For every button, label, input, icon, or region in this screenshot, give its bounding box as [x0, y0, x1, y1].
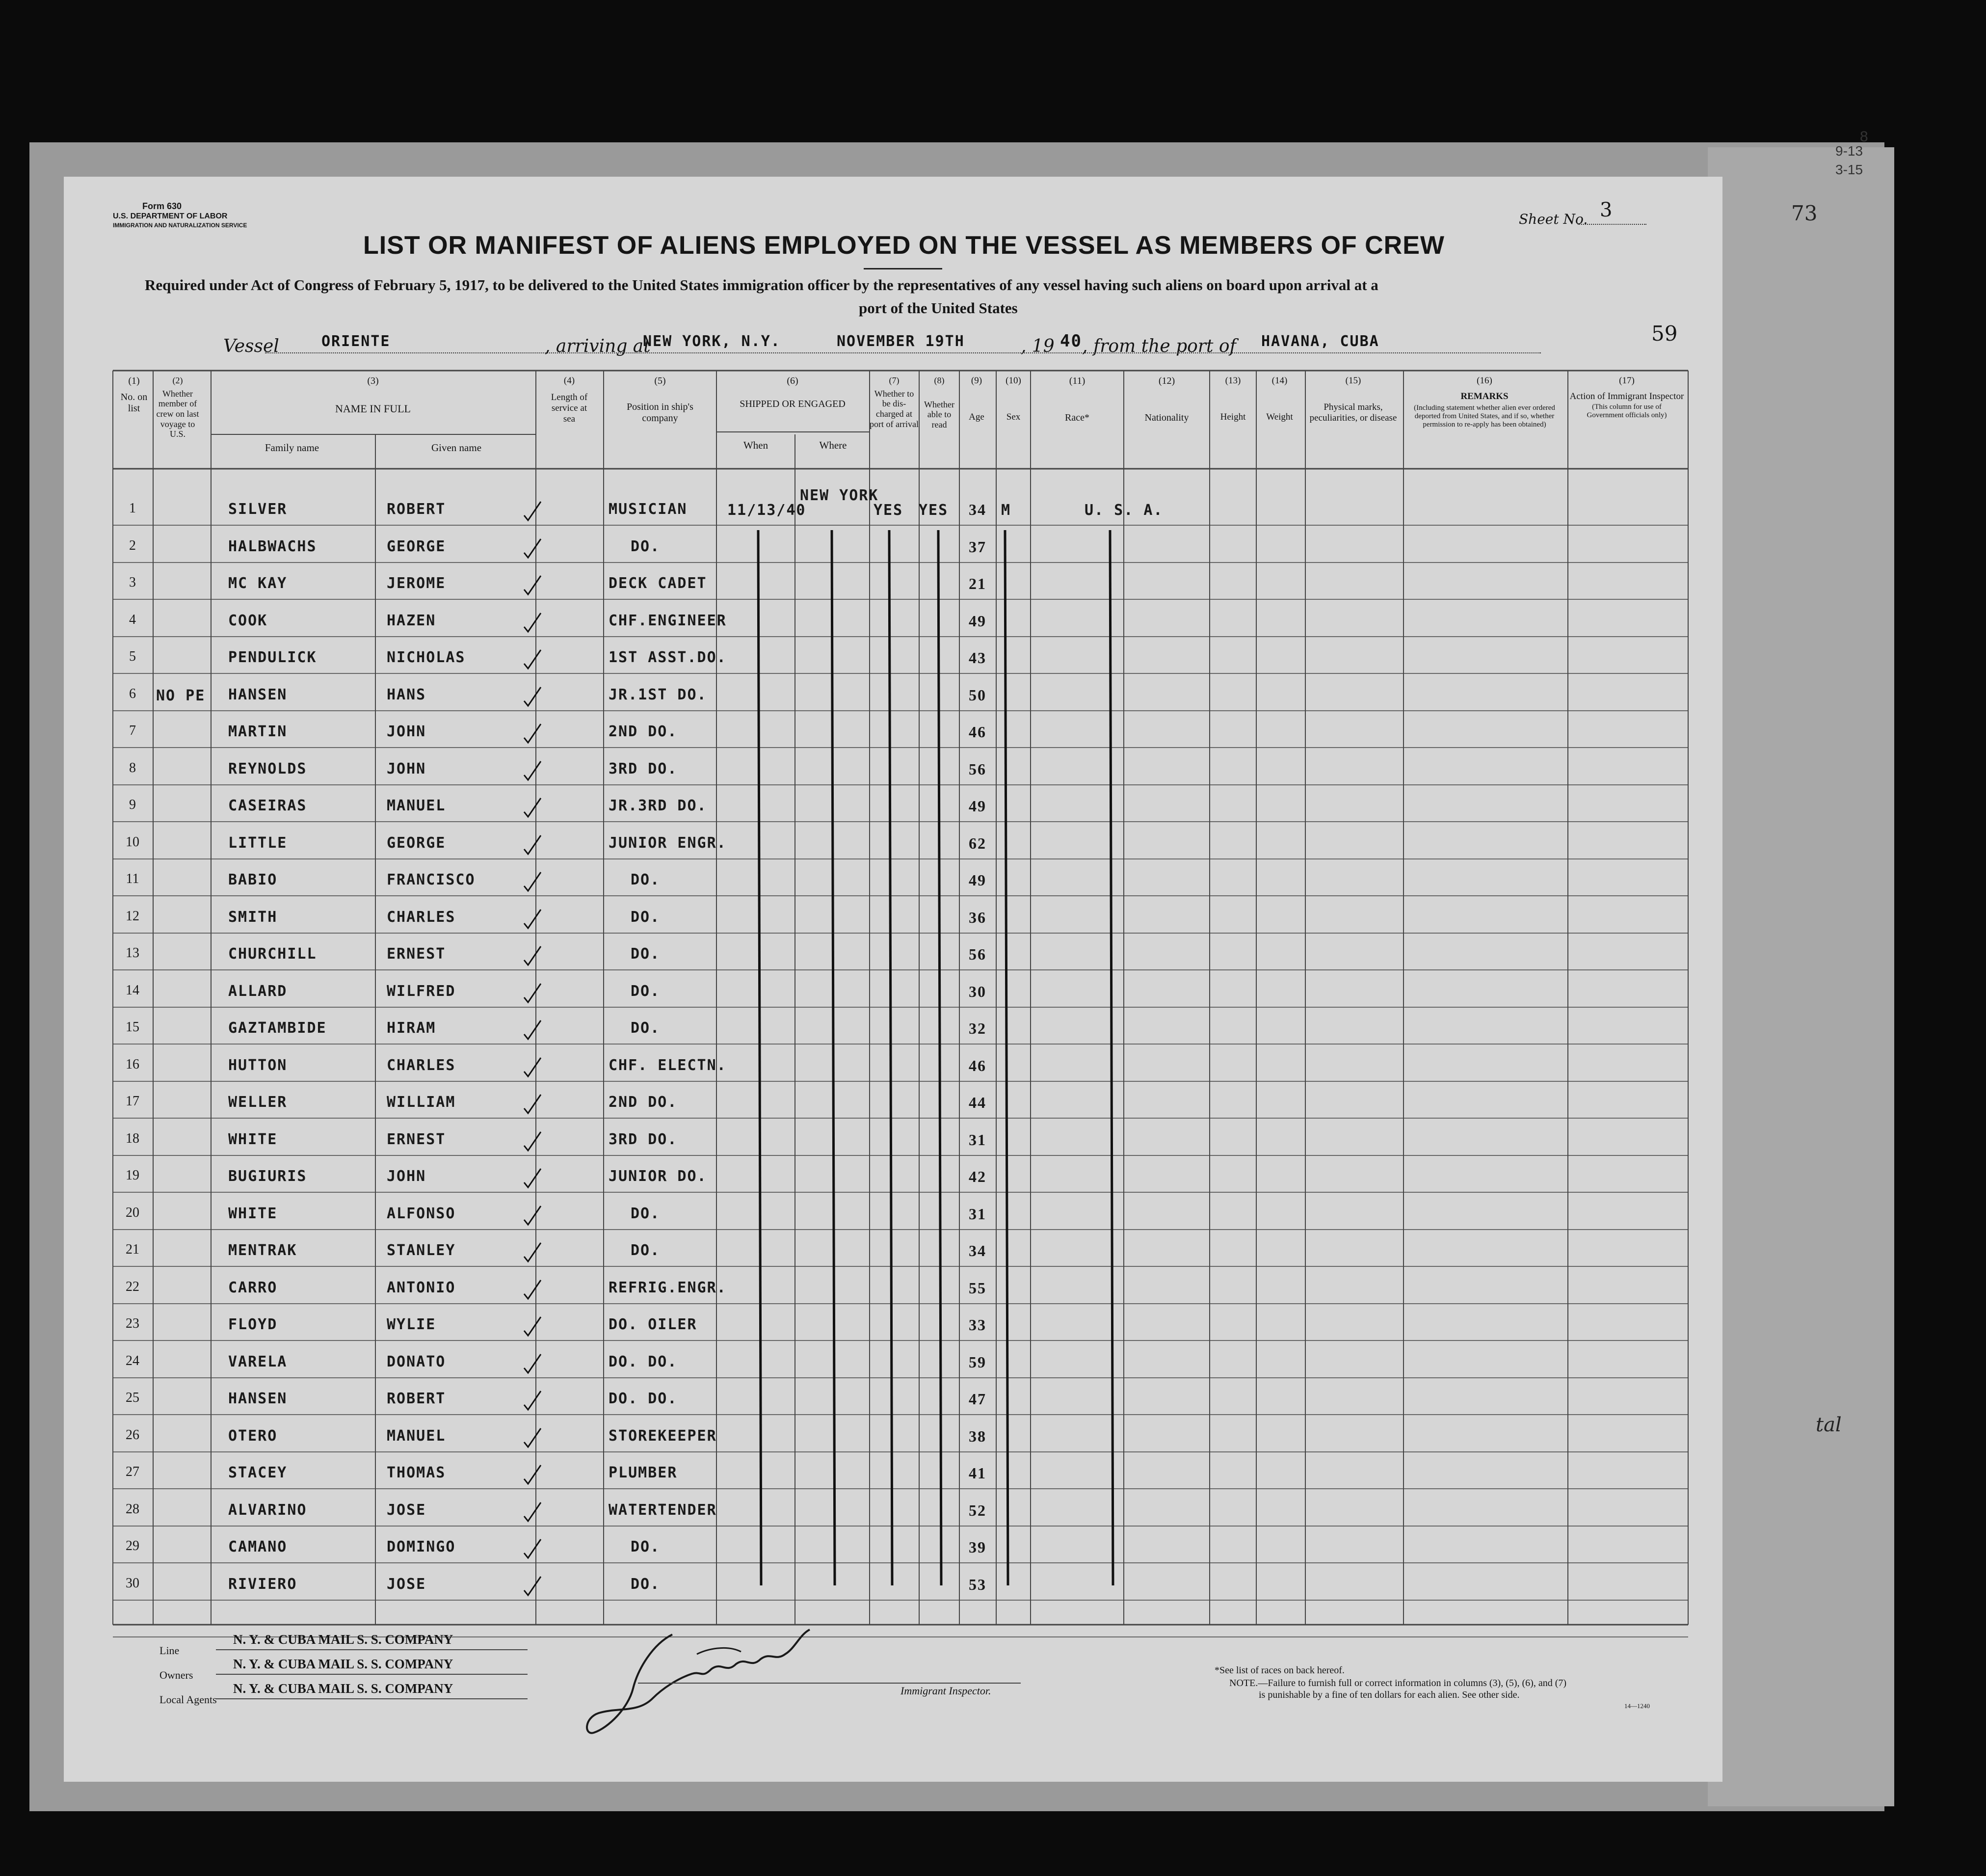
ditto-line: [938, 530, 941, 1585]
row6-crew-last-voyage: NO PE: [156, 687, 206, 704]
row-family-name: MARTIN: [228, 723, 288, 740]
row-family-name: CAMANO: [228, 1538, 288, 1555]
row-age: 21: [969, 575, 986, 592]
row-position: DO.: [631, 1576, 661, 1593]
year-suffix: 40: [1060, 331, 1082, 351]
arriving-label: , arriving at: [545, 336, 651, 356]
row-position: DO.: [631, 871, 661, 888]
row-given-name: GEORGE: [387, 538, 446, 555]
row-given-name: WILLIAM: [387, 1094, 456, 1111]
col8-label: Whether able to read: [924, 399, 954, 430]
row-family-name: LITTLE: [228, 834, 288, 852]
row-age: 33: [969, 1316, 986, 1334]
row-given-name: MANUEL: [387, 797, 446, 814]
row-family-name: FLOYD: [228, 1316, 278, 1333]
col12-num: (12): [1158, 375, 1175, 386]
row-age: 43: [969, 649, 986, 667]
row-given-name: ROBERT: [387, 501, 446, 518]
row-number: 10: [126, 834, 139, 850]
row-given-name: JOSE: [387, 1576, 426, 1593]
row-given-name: ALFONSO: [387, 1205, 456, 1222]
row-age: 47: [969, 1390, 986, 1408]
service: IMMIGRATION AND NATURALIZATION SERVICE: [113, 222, 247, 229]
ditto-line: [1005, 530, 1008, 1585]
row-number: 9: [129, 797, 136, 812]
row-number: 6: [129, 686, 136, 701]
row-position: PLUMBER: [609, 1464, 678, 1481]
line-value: N. Y. & CUBA MAIL S. S. COMPANY: [233, 1632, 453, 1647]
col15-label: Physical marks, peculiarities, or disease: [1309, 402, 1397, 423]
row-given-name: JOHN: [387, 723, 426, 740]
row-number: 15: [126, 1019, 139, 1035]
row-age: 46: [969, 1057, 986, 1074]
port-departure: HAVANA, CUBA: [1261, 333, 1379, 350]
grid-lines: [113, 371, 1688, 1637]
row-family-name: CARRO: [228, 1279, 278, 1296]
row-number: 1: [129, 501, 136, 516]
arrival-date: NOVEMBER 19TH: [837, 333, 965, 350]
agents-value: N. Y. & CUBA MAIL S. S. COMPANY: [233, 1681, 453, 1696]
col4-label: Length of service at sea: [551, 392, 588, 424]
row-number: 2: [129, 538, 136, 553]
ditto-line: [758, 530, 761, 1585]
row-number: 29: [126, 1538, 139, 1554]
row-age: 55: [969, 1279, 986, 1297]
row-family-name: BUGIURIS: [228, 1168, 307, 1185]
agents-label: Local Agents: [159, 1693, 217, 1706]
owners-label: Owners: [159, 1669, 193, 1681]
vessel-label: Vessel: [223, 336, 279, 356]
row-position: STOREKEEPER: [609, 1427, 717, 1445]
row-family-name: PENDULICK: [228, 649, 317, 666]
year-prefix: , 19: [1021, 336, 1055, 356]
row-position: 1ST ASST.DO.: [609, 649, 727, 666]
row-number: 23: [126, 1316, 139, 1331]
row-family-name: GAZTAMBIDE: [228, 1019, 327, 1037]
row-family-name: OTERO: [228, 1427, 278, 1445]
row-given-name: FRANCISCO: [387, 871, 476, 888]
col13-num: (13): [1225, 375, 1241, 386]
col14-num: (14): [1271, 375, 1288, 386]
row-given-name: WILFRED: [387, 983, 456, 1000]
row-position: CHF.ENGINEER: [609, 612, 727, 629]
corner-number: 73: [1791, 201, 1818, 225]
row-position: DO.: [631, 1205, 661, 1222]
row-family-name: REYNOLDS: [228, 760, 307, 777]
col10-label: Sex: [1006, 411, 1021, 422]
page-title: LIST OR MANIFEST OF ALIENS EMPLOYED ON THE VESSEL AS MEMBERS OF CREW: [363, 231, 1445, 260]
col7-label: Whether to be dis- charged at port of arrival: [870, 388, 919, 429]
row-number: 20: [126, 1205, 139, 1220]
row-family-name: MENTRAK: [228, 1242, 297, 1259]
row-family-name: ALLARD: [228, 983, 288, 1000]
row-age: 39: [969, 1538, 986, 1556]
line-underline: [216, 1649, 528, 1650]
row-number: 8: [129, 760, 136, 776]
col10-num: (10): [1006, 375, 1021, 386]
col6-where-header: Where: [819, 439, 847, 451]
row1-shipped-when: 11/13/40: [727, 502, 806, 519]
row-number: 7: [129, 723, 136, 738]
ditto-line: [832, 530, 835, 1585]
sheet-number: 3: [1600, 199, 1613, 221]
row-number: 3: [129, 575, 136, 590]
row-family-name: HANSEN: [228, 686, 288, 703]
row-given-name: THOMAS: [387, 1464, 446, 1481]
row1-discharged: YES: [874, 502, 903, 519]
ditto-line: [1110, 530, 1113, 1585]
row-age: 49: [969, 871, 986, 889]
row-position: DECK CADET: [609, 575, 707, 592]
row-position: MUSICIAN: [609, 501, 688, 518]
row-position: 2ND DO.: [609, 723, 678, 740]
col13-label: Height: [1220, 411, 1246, 422]
row-number: 21: [126, 1242, 139, 1257]
row-position: REFRIG.ENGR.: [609, 1279, 727, 1296]
col6-num: (6): [787, 375, 798, 386]
col9-num: (9): [971, 375, 982, 386]
row-position: DO.: [631, 1019, 661, 1037]
row-position: DO. DO.: [609, 1353, 678, 1370]
row1-able-to-read: YES: [919, 502, 949, 519]
row-family-name: SILVER: [228, 501, 288, 518]
row-position: CHF. ELECTN.: [609, 1057, 727, 1074]
sheet-label: Sheet No.: [1519, 211, 1588, 227]
row-position: DO.: [631, 538, 661, 555]
row-family-name: ALVARINO: [228, 1501, 307, 1519]
row-given-name: HAZEN: [387, 612, 436, 629]
col1-label: No. on list: [120, 392, 148, 414]
row-family-name: SMITH: [228, 909, 278, 926]
row-position: 3RD DO.: [609, 760, 678, 777]
row-position: DO.: [631, 945, 661, 963]
row-position: WATERTENDER: [609, 1501, 717, 1519]
subtitle-line1: Required under Act of Congress of February 5, 1917, to be delivered to the United States immigration officer by the representatives of any vessel having such aliens on board upon arrival at a: [145, 276, 1378, 294]
col5-num: (5): [654, 375, 666, 386]
row-given-name: JOSE: [387, 1501, 426, 1519]
col4-num: (4): [563, 375, 575, 386]
row-given-name: JOHN: [387, 1168, 426, 1185]
port-arrival: NEW YORK, N.Y.: [643, 333, 781, 350]
vessel-name: ORIENTE: [321, 333, 391, 350]
col11-label: Race*: [1065, 412, 1089, 423]
row-position: DO.: [631, 983, 661, 1000]
row-given-name: CHARLES: [387, 1057, 456, 1074]
row-position: 3RD DO.: [609, 1131, 678, 1148]
subtitle-line2: port of the United States: [859, 299, 1018, 317]
row-age: 36: [969, 909, 986, 926]
print-code: 14—1240: [1624, 1702, 1650, 1710]
row-age: 62: [969, 834, 986, 852]
row-position: JR.3RD DO.: [609, 797, 707, 814]
col16-sub: (Including statement whether alien ever ordered deported from United States, and if so, whether permission to re-apply has been obtained): [1414, 403, 1555, 429]
row-age: 31: [969, 1205, 986, 1223]
owners-value: N. Y. & CUBA MAIL S. S. COMPANY: [233, 1657, 453, 1671]
row-age: 37: [969, 538, 986, 556]
row-family-name: MC KAY: [228, 575, 288, 592]
inspector-signature: [579, 1615, 854, 1742]
col15-num: (15): [1345, 375, 1361, 386]
row-given-name: ERNEST: [387, 1131, 446, 1148]
row1-shipped-where: NEW YORK: [800, 487, 879, 504]
row-given-name: ROBERT: [387, 1390, 446, 1407]
row-family-name: WHITE: [228, 1131, 278, 1148]
row-age: 41: [969, 1464, 986, 1482]
col12-label: Nationality: [1144, 412, 1189, 423]
margin-note-1: 8: [1860, 129, 1868, 145]
col16-num: (16): [1477, 375, 1492, 386]
row-family-name: CASEIRAS: [228, 797, 307, 814]
row-age: 44: [969, 1094, 986, 1111]
line-label: Line: [159, 1644, 180, 1657]
col6-when-header: When: [743, 439, 768, 451]
row-family-name: HALBWACHS: [228, 538, 317, 555]
row-family-name: VARELA: [228, 1353, 288, 1370]
row-family-name: BABIO: [228, 871, 278, 888]
row-family-name: HANSEN: [228, 1390, 288, 1407]
row1-sex: M: [1001, 502, 1011, 519]
col7-num: (7): [889, 375, 900, 385]
row-given-name: CHARLES: [387, 909, 456, 926]
row1-nationality: U. S. A.: [1085, 502, 1164, 519]
col8-num: (8): [934, 375, 945, 385]
row-position: DO.: [631, 1242, 661, 1259]
row-age: 34: [969, 501, 986, 518]
row-family-name: COOK: [228, 612, 268, 629]
ditto-line: [889, 530, 892, 1585]
col3-num: (3): [367, 375, 379, 386]
row-number: 11: [126, 871, 139, 886]
col2-label: Whether member of crew on last voyage to U.S.: [156, 388, 199, 439]
row-family-name: RIVIERO: [228, 1576, 297, 1593]
row-age: 31: [969, 1131, 986, 1149]
row-number: 26: [126, 1427, 139, 1443]
row-given-name: MANUEL: [387, 1427, 446, 1445]
note-fine-1: NOTE.—Failure to furnish full or correct information in columns (3), (5), (6), and (7): [1229, 1678, 1567, 1688]
col5-label: Position in ship's company: [627, 402, 693, 424]
owners-underline: [216, 1674, 528, 1675]
row-given-name: HIRAM: [387, 1019, 436, 1037]
row-given-name: HANS: [387, 686, 426, 703]
row-position: JR.1ST DO.: [609, 686, 707, 703]
note-races: *See list of races on back hereof.: [1215, 1665, 1345, 1676]
row-age: 49: [969, 612, 986, 630]
row-number: 25: [126, 1390, 139, 1405]
row-given-name: JEROME: [387, 575, 446, 592]
row-number: 18: [126, 1131, 139, 1146]
row-family-name: WELLER: [228, 1094, 288, 1111]
row-age: 50: [969, 686, 986, 704]
col17-label: Action of Immigrant Inspector: [1569, 391, 1684, 402]
row-age: 32: [969, 1019, 986, 1037]
row-age: 38: [969, 1427, 986, 1445]
inspector-underline: [638, 1683, 1021, 1684]
row-age: 46: [969, 723, 986, 741]
margin-note-2: 9-13: [1835, 143, 1863, 159]
row-age: 56: [969, 945, 986, 963]
row-age: 56: [969, 760, 986, 778]
col16-label: REMARKS: [1460, 391, 1509, 402]
row-position: 2ND DO.: [609, 1094, 678, 1111]
col17-num: (17): [1619, 375, 1635, 386]
row-number: 30: [126, 1576, 139, 1591]
row-number: 12: [126, 909, 139, 924]
margin-note-3: 3-15: [1835, 162, 1863, 177]
row-number: 28: [126, 1501, 139, 1517]
col3-given-header: Given name: [431, 442, 482, 454]
row-family-name: HUTTON: [228, 1057, 288, 1074]
row-given-name: ANTONIO: [387, 1279, 456, 1296]
row-age: 53: [969, 1576, 986, 1593]
row-number: 19: [126, 1168, 139, 1183]
row-position: JUNIOR DO.: [609, 1168, 707, 1185]
col11-num: (11): [1069, 375, 1086, 386]
row-given-name: WYLIE: [387, 1316, 436, 1333]
row-given-name: ERNEST: [387, 945, 446, 963]
form-number: Form 630: [142, 201, 182, 211]
row-given-name: GEORGE: [387, 834, 446, 852]
row-age: 52: [969, 1501, 986, 1519]
row-given-name: DOMINGO: [387, 1538, 456, 1555]
row-age: 42: [969, 1168, 986, 1185]
row-given-name: NICHOLAS: [387, 649, 466, 666]
col14-label: Weight: [1266, 411, 1293, 422]
row-age: 34: [969, 1242, 986, 1260]
col9-label: Age: [969, 411, 984, 422]
row-given-name: JOHN: [387, 760, 426, 777]
row-family-name: WHITE: [228, 1205, 278, 1222]
col2-num: (2): [172, 375, 183, 385]
row-position: DO.: [631, 909, 661, 926]
page-number: 59: [1651, 322, 1678, 346]
row-family-name: STACEY: [228, 1464, 288, 1481]
row-position: DO.: [631, 1538, 661, 1555]
note-fine-2: is punishable by a fine of ten dollars for each alien. See other side.: [1259, 1689, 1520, 1700]
from-label: , from the port of: [1082, 336, 1236, 356]
row-position: DO. OILER: [609, 1316, 697, 1333]
row-number: 4: [129, 612, 136, 627]
row-number: 22: [126, 1279, 139, 1294]
row-number: 17: [126, 1094, 139, 1109]
inspector-label: Immigrant Inspector.: [900, 1685, 991, 1697]
margin-word: tal: [1816, 1414, 1842, 1436]
row-number: 24: [126, 1353, 139, 1368]
col17-sub: (This column for use of Government officials only): [1587, 402, 1667, 419]
row-number: 27: [126, 1464, 139, 1479]
row-given-name: STANLEY: [387, 1242, 456, 1259]
row-family-name: CHURCHILL: [228, 945, 317, 963]
agents-underline: [216, 1698, 528, 1699]
department: U.S. DEPARTMENT OF LABOR: [113, 212, 228, 220]
row-position: DO. DO.: [609, 1390, 678, 1407]
row-number: 14: [126, 983, 139, 998]
row-age: 49: [969, 797, 986, 815]
row-position: JUNIOR ENGR.: [609, 834, 727, 852]
col1-num: (1): [128, 375, 140, 386]
row-number: 16: [126, 1057, 139, 1072]
row-number: 5: [129, 649, 136, 664]
row-number: 13: [126, 945, 139, 961]
col3-label: NAME IN FULL: [335, 402, 411, 415]
col3-family-header: Family name: [265, 442, 319, 454]
col6-label: SHIPPED OR ENGAGED: [740, 399, 846, 409]
row-age: 30: [969, 983, 986, 1000]
row-given-name: DONATO: [387, 1353, 446, 1370]
row-age: 59: [969, 1353, 986, 1371]
